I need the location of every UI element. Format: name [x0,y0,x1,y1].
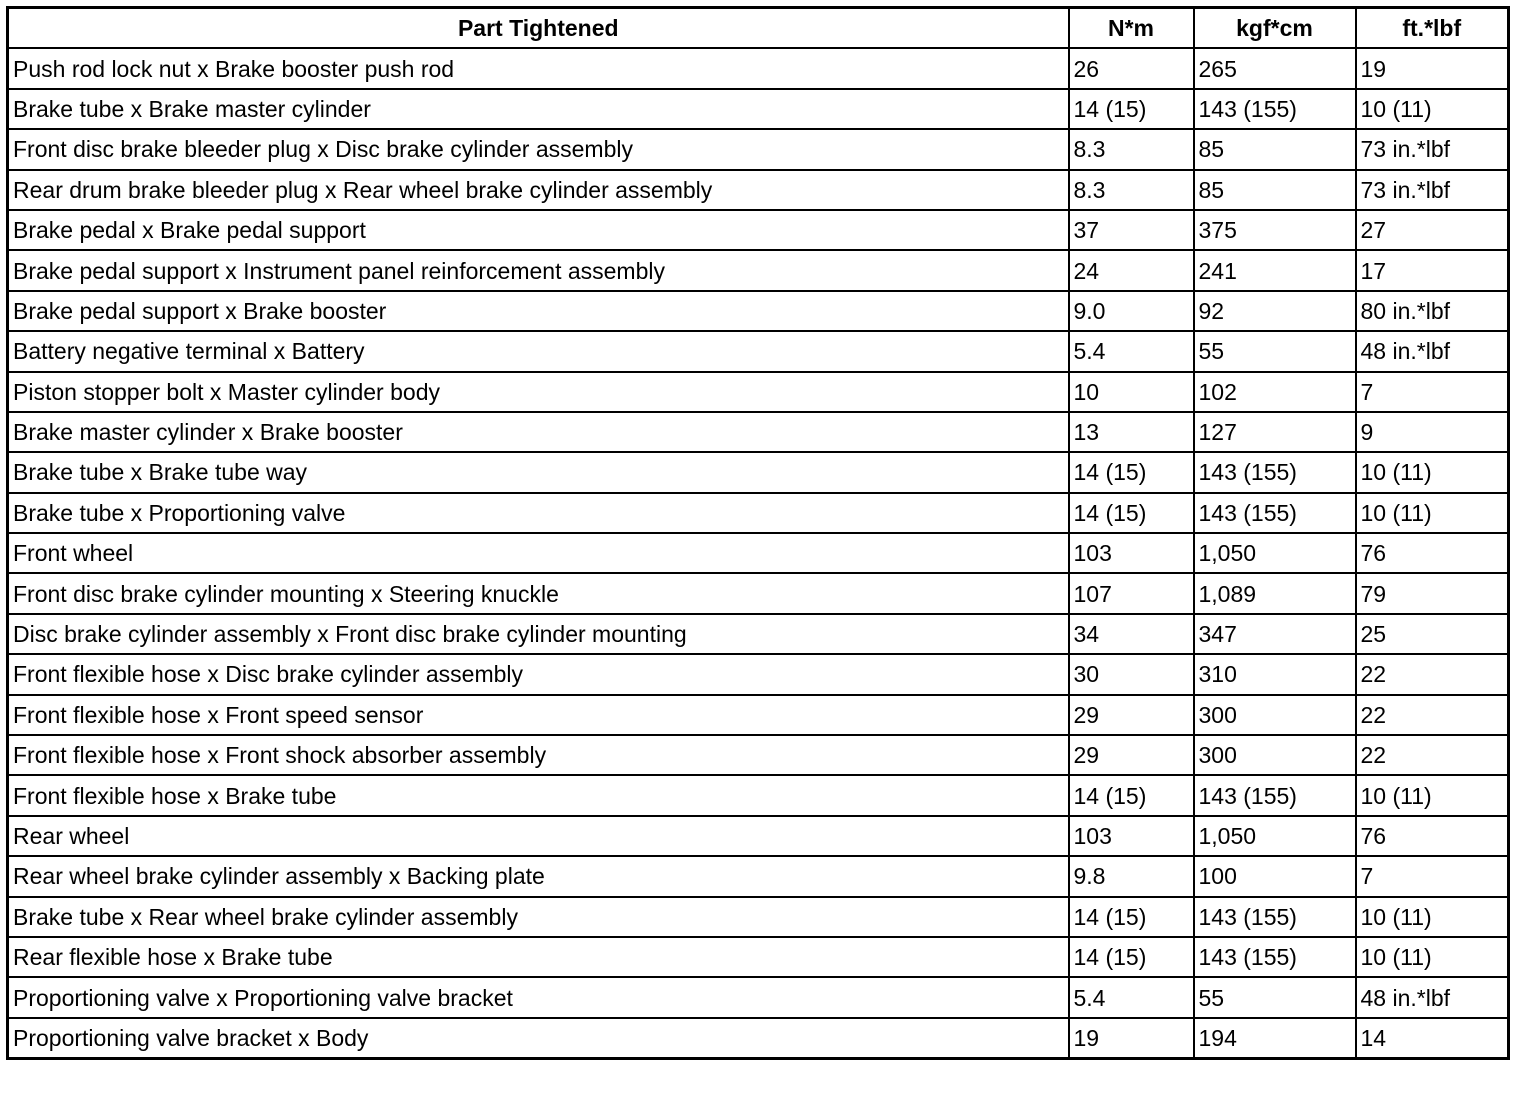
cell-ftlbf: 79 [1356,573,1509,613]
cell-nm: 24 [1069,250,1194,290]
table-row [8,573,1509,613]
cell-ftlbf: 25 [1356,614,1509,654]
table-row [8,856,1509,896]
cell-nm: 10 [1069,372,1194,412]
cell-kgfcm: 100 [1194,856,1356,896]
table-row [8,331,1509,371]
cell-ftlbf: 73 in.*lbf [1356,129,1509,169]
table-row [8,89,1509,129]
table-row [8,897,1509,937]
table-row [8,1018,1509,1059]
cell-kgfcm: 143 (155) [1194,89,1356,129]
table-row [8,493,1509,533]
cell-kgfcm: 265 [1194,48,1356,88]
cell-ftlbf: 9 [1356,412,1509,452]
cell-nm: 5.4 [1069,331,1194,371]
cell-part: Proportioning valve bracket x Body [8,1018,1069,1059]
cell-nm: 14 (15) [1069,452,1194,492]
cell-ftlbf: 10 (11) [1356,493,1509,533]
cell-part: Battery negative terminal x Battery [8,331,1069,371]
cell-ftlbf: 10 (11) [1356,775,1509,815]
cell-nm: 103 [1069,533,1194,573]
table-row [8,735,1509,775]
cell-ftlbf: 76 [1356,816,1509,856]
table-row [8,48,1509,88]
table-row [8,372,1509,412]
cell-ftlbf: 7 [1356,856,1509,896]
cell-nm: 29 [1069,695,1194,735]
cell-nm: 37 [1069,210,1194,250]
cell-kgfcm: 55 [1194,977,1356,1017]
cell-kgfcm: 143 (155) [1194,897,1356,937]
cell-part: Proportioning valve x Proportioning valve bracket [8,977,1069,1017]
cell-kgfcm: 310 [1194,654,1356,694]
table-row [8,816,1509,856]
cell-kgfcm: 194 [1194,1018,1356,1059]
cell-nm: 107 [1069,573,1194,613]
cell-part: Brake tube x Brake master cylinder [8,89,1069,129]
table-row [8,775,1509,815]
cell-kgfcm: 127 [1194,412,1356,452]
cell-nm: 19 [1069,1018,1194,1059]
cell-kgfcm: 143 (155) [1194,452,1356,492]
cell-kgfcm: 1,050 [1194,816,1356,856]
cell-part: Brake pedal support x Brake booster [8,291,1069,331]
cell-nm: 14 (15) [1069,493,1194,533]
cell-nm: 9.0 [1069,291,1194,331]
cell-part: Disc brake cylinder assembly x Front disc brake cylinder mounting [8,614,1069,654]
cell-part: Brake tube x Rear wheel brake cylinder assembly [8,897,1069,937]
cell-nm: 13 [1069,412,1194,452]
cell-part: Front disc brake cylinder mounting x Steering knuckle [8,573,1069,613]
cell-kgfcm: 85 [1194,129,1356,169]
header-row [8,8,1509,49]
cell-kgfcm: 143 (155) [1194,937,1356,977]
table-row [8,654,1509,694]
cell-kgfcm: 241 [1194,250,1356,290]
table-row [8,533,1509,573]
cell-ftlbf: 17 [1356,250,1509,290]
cell-part: Front disc brake bleeder plug x Disc brake cylinder assembly [8,129,1069,169]
cell-part: Rear drum brake bleeder plug x Rear wheel brake cylinder assembly [8,170,1069,210]
cell-kgfcm: 143 (155) [1194,493,1356,533]
cell-part: Front wheel [8,533,1069,573]
table-row [8,937,1509,977]
cell-kgfcm: 92 [1194,291,1356,331]
header-nm: N*m [1069,8,1194,49]
cell-ftlbf: 10 (11) [1356,89,1509,129]
cell-ftlbf: 14 [1356,1018,1509,1059]
cell-ftlbf: 7 [1356,372,1509,412]
cell-ftlbf: 10 (11) [1356,452,1509,492]
cell-kgfcm: 1,089 [1194,573,1356,613]
cell-ftlbf: 22 [1356,654,1509,694]
cell-part: Rear wheel [8,816,1069,856]
cell-part: Brake tube x Brake tube way [8,452,1069,492]
cell-nm: 14 (15) [1069,897,1194,937]
cell-part: Rear flexible hose x Brake tube [8,937,1069,977]
cell-kgfcm: 347 [1194,614,1356,654]
cell-nm: 9.8 [1069,856,1194,896]
cell-nm: 14 (15) [1069,775,1194,815]
cell-part: Brake master cylinder x Brake booster [8,412,1069,452]
table-row [8,170,1509,210]
cell-nm: 5.4 [1069,977,1194,1017]
cell-ftlbf: 80 in.*lbf [1356,291,1509,331]
cell-ftlbf: 48 in.*lbf [1356,331,1509,371]
cell-ftlbf: 10 (11) [1356,897,1509,937]
cell-kgfcm: 300 [1194,735,1356,775]
table-row [8,250,1509,290]
cell-part: Piston stopper bolt x Master cylinder body [8,372,1069,412]
cell-nm: 8.3 [1069,170,1194,210]
cell-ftlbf: 19 [1356,48,1509,88]
cell-nm: 34 [1069,614,1194,654]
cell-nm: 26 [1069,48,1194,88]
cell-part: Front flexible hose x Front shock absorber assembly [8,735,1069,775]
cell-ftlbf: 10 (11) [1356,937,1509,977]
cell-kgfcm: 85 [1194,170,1356,210]
cell-kgfcm: 143 (155) [1194,775,1356,815]
cell-kgfcm: 1,050 [1194,533,1356,573]
cell-part: Front flexible hose x Front speed sensor [8,695,1069,735]
cell-nm: 14 (15) [1069,937,1194,977]
cell-kgfcm: 55 [1194,331,1356,371]
table-body [8,48,1509,1058]
cell-kgfcm: 102 [1194,372,1356,412]
table-row [8,614,1509,654]
table-row [8,452,1509,492]
cell-part: Brake tube x Proportioning valve [8,493,1069,533]
torque-spec-table [6,6,1510,1060]
header-kgfcm: kgf*cm [1194,8,1356,49]
cell-ftlbf: 22 [1356,695,1509,735]
header-ftlbf: ft.*lbf [1356,8,1509,49]
table-row [8,695,1509,735]
table-row [8,129,1509,169]
cell-ftlbf: 76 [1356,533,1509,573]
cell-part: Push rod lock nut x Brake booster push rod [8,48,1069,88]
cell-part: Brake pedal x Brake pedal support [8,210,1069,250]
header-part-tightened: Part Tightened [8,8,1069,49]
cell-part: Brake pedal support x Instrument panel reinforcement assembly [8,250,1069,290]
cell-ftlbf: 22 [1356,735,1509,775]
cell-kgfcm: 300 [1194,695,1356,735]
cell-nm: 30 [1069,654,1194,694]
cell-part: Rear wheel brake cylinder assembly x Backing plate [8,856,1069,896]
cell-kgfcm: 375 [1194,210,1356,250]
cell-part: Front flexible hose x Disc brake cylinder assembly [8,654,1069,694]
cell-ftlbf: 73 in.*lbf [1356,170,1509,210]
cell-nm: 103 [1069,816,1194,856]
table-row [8,977,1509,1017]
cell-part: Front flexible hose x Brake tube [8,775,1069,815]
table-row [8,412,1509,452]
cell-nm: 14 (15) [1069,89,1194,129]
table-row [8,210,1509,250]
table-row [8,291,1509,331]
cell-nm: 29 [1069,735,1194,775]
cell-nm: 8.3 [1069,129,1194,169]
cell-ftlbf: 27 [1356,210,1509,250]
cell-ftlbf: 48 in.*lbf [1356,977,1509,1017]
